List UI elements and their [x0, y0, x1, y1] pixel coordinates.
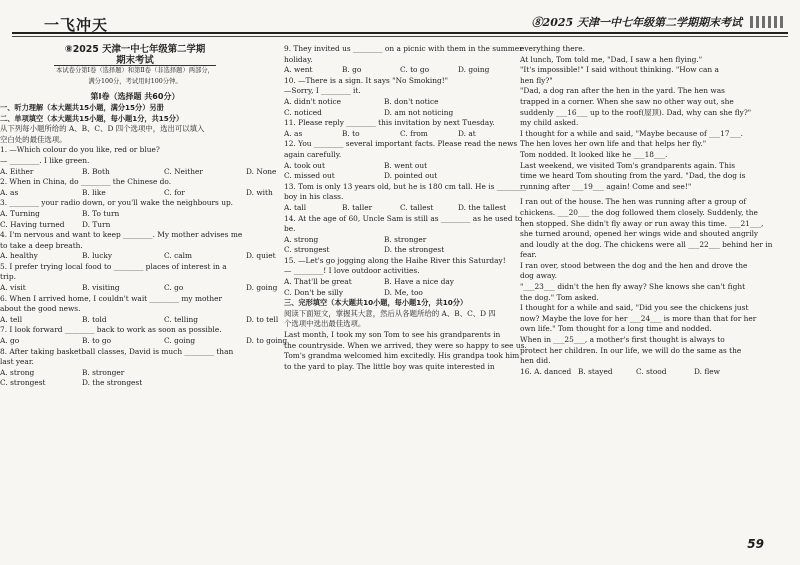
answer-option: 16. A. danced: [520, 366, 572, 376]
answer-option: A. went: [284, 65, 313, 75]
option-row: [0, 336, 288, 347]
text-line: 满分100分，考试用时100分钟。: [88, 77, 182, 85]
text-line: hen stopped. She didn't fly away or run away this time. ___21___,: [520, 218, 764, 228]
text-line: and loudly at the dog. The chickens were all ___22___ behind her in: [520, 239, 773, 249]
text-line: 二、单项填空（本大题共15小题，每小题1分，共15分）: [0, 113, 184, 123]
answer-option: C. missed out: [284, 171, 335, 181]
text-line: 阅读下面短文，掌握其大意，然后从各题所给的 A、B、C、D 四: [284, 308, 496, 318]
answer-option: B. go: [342, 65, 362, 75]
text-line: "___23___ didn't the hen fly away? She knows she can't fight: [520, 282, 746, 292]
text-line: 本试卷分第Ⅰ卷（选择题）和第Ⅱ卷（非选择题）两部分，: [56, 67, 214, 75]
option-row: [520, 367, 766, 378]
option-row: [284, 245, 520, 256]
option-row: [284, 129, 520, 140]
answer-option: B. like: [82, 187, 106, 197]
answer-option: D. flew: [694, 366, 720, 376]
answer-option: A. That'll be great: [284, 277, 352, 287]
text-line: 1. —Which colour do you like, red or blue?: [0, 145, 160, 155]
text-line: to the yard to play. The little boy was quite interested in: [284, 361, 495, 371]
answer-option: B. visiting: [82, 283, 120, 293]
text-line: 14. At the age of 60, Uncle Sam is still as ________ as he used to: [284, 213, 523, 223]
answer-option: D. going: [246, 283, 278, 293]
option-row: [0, 378, 270, 389]
text-line: running after ___19___ again! Come and see!": [520, 181, 692, 191]
page-header: [0, 0, 800, 40]
answer-option: A. Turning: [0, 208, 40, 218]
answer-option: B. taller: [342, 202, 373, 212]
answer-option: C. calm: [164, 251, 193, 261]
answer-option: C. strongest: [284, 245, 330, 255]
text-line: everything there.: [520, 44, 585, 53]
text-line: she turned around, opened her wings wide and shouted angrily: [520, 229, 759, 239]
answer-option: A. as: [284, 128, 303, 138]
text-line: fear.: [520, 250, 537, 260]
answer-option: D. with: [246, 187, 273, 197]
answer-option: A. strong: [0, 367, 35, 377]
text-line: —Sorry, I ________ it.: [284, 86, 361, 96]
answer-option: B. stayed: [578, 366, 613, 376]
answer-option: D. pointed out: [384, 171, 438, 181]
answer-option: D. going: [458, 65, 490, 75]
text-line: I ran out of the house. The hen was running after a group of: [520, 197, 747, 207]
text-line: hen did.: [520, 356, 551, 366]
text-line: 三、完形填空（本大题共10小题，每小题1分，共10分）: [284, 298, 468, 308]
column-middle: [284, 44, 527, 372]
answer-option: A. strong: [284, 234, 319, 244]
text-line: 从下列每小题所给的 A、B、C、D 四个选项中，选出可以填入: [0, 124, 205, 134]
option-row: [0, 220, 270, 231]
answer-option: C. from: [400, 128, 428, 138]
text-line: 15. —Let's go jogging along the Haihe River this Saturday!: [284, 255, 506, 265]
answer-option: B. told: [82, 314, 107, 324]
answer-option: D. Me, too: [384, 287, 423, 297]
option-row: [284, 171, 520, 182]
option-row: [284, 97, 520, 108]
text-line: "Dad, a dog ran after the hen in the yard. The hen was: [520, 86, 725, 96]
text-line: 2. When in China, do ________ the Chinese do.: [0, 177, 172, 187]
header-rule: [12, 32, 788, 34]
answer-option: C. noticed: [284, 107, 322, 117]
header-rule-thin: [12, 36, 788, 37]
text-line: ⑧2025 天津一中七年级第二学期: [64, 44, 206, 55]
text-line: the dog." Tom asked.: [520, 292, 599, 302]
column-left: [0, 44, 288, 389]
header-exam-title: ⑧2025 天津一中七年级第二学期期末考试: [531, 16, 742, 29]
text-line: 6. When I arrived home, I couldn't wait ________ my mother: [0, 293, 223, 303]
text-line: 期末考试: [54, 55, 216, 67]
answer-option: D. the strongest: [384, 245, 445, 255]
text-line: again carefully.: [284, 149, 342, 159]
option-row: [0, 187, 273, 199]
text-line: 9. They invited us ________ on a picnic with them in the summer: [284, 44, 523, 53]
text-line: time we heard Tom shouting from the yard. "Dad, the dog is: [520, 171, 746, 181]
text-line: 第Ⅰ卷（选择题 共60分）: [90, 92, 180, 102]
answer-option: A. go: [0, 336, 20, 346]
answer-option: B. stronger: [82, 367, 125, 377]
answer-option: B. to go: [82, 336, 112, 346]
brand-logo-text: 一飞冲天: [44, 16, 109, 34]
text-line: I thought for a while and said, "Did you see the chickens just: [520, 303, 749, 313]
text-line: hen fly?": [520, 75, 553, 85]
option-row: [284, 277, 520, 288]
answer-option: C. tallest: [400, 202, 434, 212]
answer-option: C. to go: [400, 65, 430, 75]
answer-option: C. Neither: [164, 166, 203, 176]
text-line: When in ___25___, a mother's first thought is always to: [520, 335, 725, 345]
text-line: 一、听力理解（本大题共15小题，满分15分）另册: [0, 102, 164, 112]
text-line: protect her children. In our life, we will do the same as the: [520, 345, 742, 355]
answer-option: B. don't notice: [384, 96, 439, 106]
answer-option: D. to tell: [246, 314, 279, 324]
text-line: last year.: [0, 357, 34, 367]
text-line: 12. You ________ several important facts. Please read the news: [284, 139, 518, 149]
text-line: Last weekend, we visited Tom's grandparents again. This: [520, 160, 735, 170]
answer-option: C. stood: [636, 366, 667, 376]
answer-option: B. went out: [384, 160, 428, 170]
text-line: 3. ________ your radio down, or you'll wake the neighbours up.: [0, 198, 234, 208]
answer-option: D. at: [458, 128, 476, 138]
option-row: [0, 251, 276, 262]
text-line: I thought for a while and said, "Maybe because of ___17___.: [520, 128, 744, 138]
answer-option: B. stronger: [384, 234, 427, 244]
answer-option: D. quiet: [246, 251, 276, 261]
option-row: [0, 314, 279, 326]
page-number: 59: [747, 537, 764, 551]
text-line: the countryside. When we arrived, they were so happy to see us.: [284, 340, 527, 350]
answer-option: B. Have a nice day: [384, 277, 454, 287]
text-line: trapped in a corner. When she saw no other way out, she: [520, 96, 734, 106]
answer-option: C. Having turned: [0, 219, 65, 229]
option-row: [0, 283, 278, 294]
option-row: [284, 65, 520, 76]
answer-option: D. am not noticing: [384, 107, 454, 117]
text-line: about the good news.: [0, 304, 81, 314]
text-line: dog away.: [520, 271, 557, 281]
answer-option: A. didn't notice: [284, 96, 342, 106]
answer-option: C. for: [164, 187, 185, 197]
option-row: [284, 203, 520, 214]
answer-option: D. to going: [246, 336, 288, 346]
text-line: 4. I'm nervous and want to keep ________. My mother advises me: [0, 230, 243, 240]
answer-option: C. telling: [164, 314, 199, 324]
text-line: Last month, I took my son Tom to see his grandparents in: [284, 330, 501, 340]
answer-option: A. healthy: [0, 251, 38, 261]
answer-option: B. to: [342, 128, 360, 138]
text-line: 8. After taking basketball classes, David is much ________ than: [0, 346, 234, 356]
text-line: Tom's grandma welcomed him excitedly. His grandpa took him: [284, 351, 520, 361]
text-line: — ________. I like green.: [0, 155, 90, 165]
answer-option: B. Both: [82, 166, 110, 176]
text-line: The hen loves her own life and that helps her fly.": [520, 139, 707, 149]
answer-option: A. Either: [0, 166, 34, 176]
answer-option: D. the strongest: [82, 378, 143, 388]
text-line: my child asked.: [520, 118, 579, 128]
answer-option: B. lucky: [82, 251, 113, 261]
option-row: [0, 166, 277, 178]
column-right: [520, 44, 773, 377]
text-line: boy in his class.: [284, 192, 344, 202]
text-line: 5. I prefer trying local food to ________ places of interest in a: [0, 261, 227, 271]
text-line: I ran over, stood between the dog and the hen and drove the: [520, 260, 748, 270]
text-line: — ________! I love outdoor activities.: [284, 266, 420, 276]
text-line: 7. I look forward ________ back to work as soon as possible.: [0, 325, 222, 335]
answer-option: C. going: [164, 336, 196, 346]
text-line: 13. Tom is only 13 years old, but he is 180 cm tall. He is ________: [284, 181, 527, 191]
text-line: At lunch, Tom told me, "Dad, I saw a hen flying.": [520, 54, 703, 64]
text-line: now? Maybe the love for her ___24___ is more than that for her: [520, 313, 757, 323]
answer-option: D. the tallest: [458, 202, 507, 212]
text-line: holiday.: [284, 54, 313, 64]
text-line: 11. Please reply ________ this invitation by next Tuesday.: [284, 118, 495, 128]
answer-option: A. as: [0, 187, 19, 197]
option-row: [284, 161, 520, 172]
answer-option: A. took out: [284, 160, 325, 170]
answer-option: A. tell: [0, 314, 23, 324]
text-line: own life." Tom thought for a long time and nodded.: [520, 324, 712, 334]
option-row: [284, 288, 520, 299]
answer-option: C. go: [164, 283, 184, 293]
answer-option: A. tall: [284, 202, 307, 212]
text-line: suddenly ___16___ up to the roof(屋顶). Dad, why can she fly?": [520, 107, 752, 117]
option-row: [284, 235, 520, 246]
answer-option: D. Turn: [82, 219, 111, 229]
option-row: [0, 209, 270, 220]
text-line: trip.: [0, 272, 16, 282]
text-line: 个选项中选出最佳选项。: [284, 319, 366, 329]
answer-option: A. visit: [0, 283, 26, 293]
answer-option: B. To turn: [82, 208, 120, 218]
text-line: 10. —There is a sign. It says "No Smoking!": [284, 75, 449, 85]
text-line: Tom nodded. It looked like he ___18___.: [520, 149, 668, 159]
answer-option: D. None: [246, 166, 277, 176]
answer-option: C. Don't be silly: [284, 287, 344, 297]
text-line: 空白处的最佳选项。: [0, 134, 67, 144]
header-decoration: [750, 16, 786, 28]
answer-option: C. strongest: [0, 378, 46, 388]
text-line: chickens. ___20___ the dog followed them closely. Suddenly, the: [520, 207, 758, 217]
text-line: to take a deep breath.: [0, 240, 83, 250]
text-line: be.: [284, 224, 296, 234]
option-row: [0, 368, 270, 379]
option-row: [284, 108, 520, 119]
text-line: "It's impossible!" I said without thinking. "How can a: [520, 65, 719, 75]
